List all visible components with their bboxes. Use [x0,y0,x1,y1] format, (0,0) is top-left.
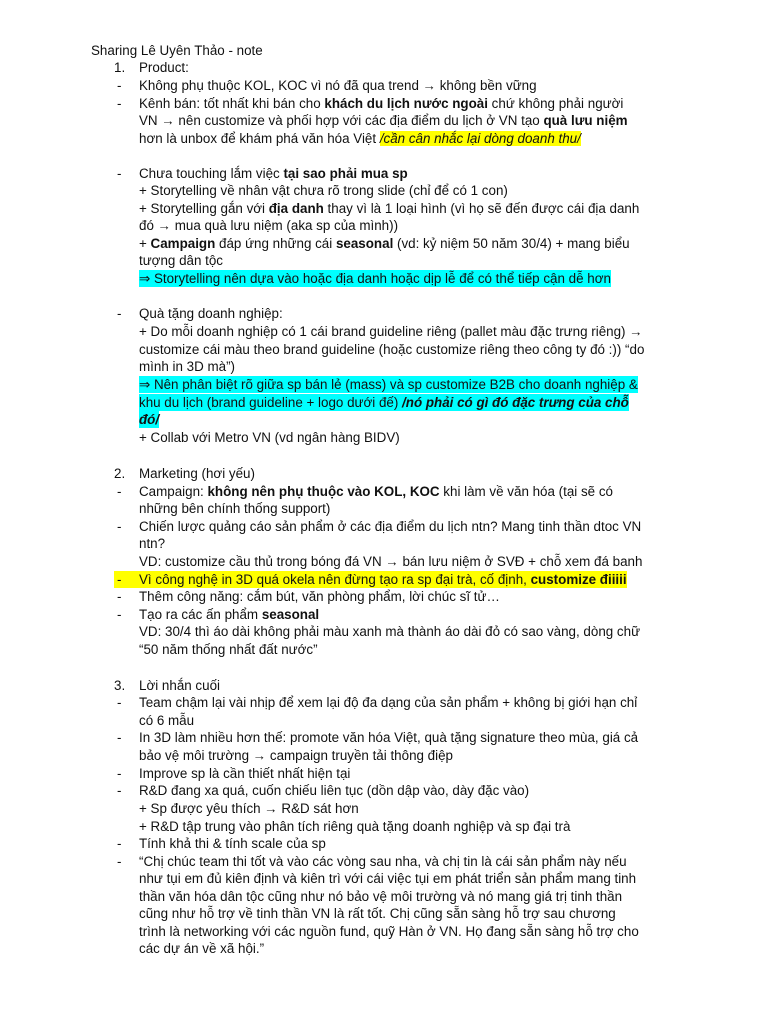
bullet-dash: - [117,730,122,745]
bullet-text: bảo vệ môi trường → campaign truyền tải thông điệp [139,748,453,763]
bullet-text: Improve sp là cần thiết nhất hiện tại [139,766,351,781]
highlighted-conclusion: đó/ [139,412,160,427]
text-run: khu du lịch (brand guideline + logo dưới đế) [139,395,403,410]
bullet-text: In 3D làm nhiều hơn thế: promote văn hóa Việt, quà tặng signature theo mùa, giá cả [139,730,639,745]
section-2-number: 2. [114,466,126,481]
bullet-dash: - [117,96,122,111]
bullet-text: “50 năm thống nhất đất nước” [139,642,318,657]
bullet-text [139,200,639,217]
bold-text: seasonal [261,607,320,622]
text-run: Chưa touching lắm việc [139,166,284,181]
quote-text: các dự án về xã hội.” [139,941,265,956]
note-title: Sharing Lê Uyên Thảo - note [91,43,263,58]
dash-glyph: - [117,572,122,587]
bold-text: địa danh [268,201,324,216]
bullet-text: VD: customize cầu thủ trong bóng đá VN → bán lưu niệm ở SVĐ + chỗ xem đá banh [139,554,643,569]
bold-text: Campaign [150,236,216,251]
bullet-text: Tính khả thi & tính scale của sp [139,836,326,851]
bold-text: không nên phụ thuộc vào KOL, KOC [207,484,440,499]
bullet-text [139,112,628,129]
bullet-text: Thêm công năng: cắm bút, văn phòng phẩm, lời chúc sĩ tử… [139,589,500,604]
bullet-text: ntn? [139,536,166,551]
bullet-dash: - [117,484,122,499]
bold-text: tại sao phải mua sp [283,166,408,181]
bullet-text [139,95,623,112]
bullet-dash [114,571,139,588]
bullet-dash: - [117,607,122,622]
text-run: Campaign: [139,484,208,499]
section-3-number: 3. [114,678,126,693]
bold-text: khách du lịch nước ngoài [324,96,488,111]
bullet-text: mình in 3D mà”) [139,359,235,374]
text-run: chứ không phải người [487,96,624,111]
bullet-dash: - [117,166,122,181]
bold-text: customize điiiii [530,572,627,587]
bullet-text: Quà tặng doanh nghiệp: [139,306,283,321]
quote-text: thần văn hóa dân tộc cũng như nó bảo vệ môi trường và nó mang giá trị tinh thần [139,889,623,904]
bullet-text: + Do mỗi doanh nghiệp có 1 cái brand guideline riêng (pallet màu đặc trưng riêng) → [139,324,643,339]
section-1-title: Product: [139,60,189,75]
highlighted-note: /cần cân nhắc lại dòng doanh thu/ [379,131,581,146]
bullet-text [139,165,408,182]
bullet-text [139,235,630,252]
text-run: thay vì là 1 loại hình (vì họ sẽ đến được cái địa danh [323,201,640,216]
bullet-dash: - [117,836,122,851]
text-run: hơn là unbox để khám phá văn hóa Việt [139,131,380,146]
text-run: + Storytelling gắn với [139,201,269,216]
bullet-dash: - [117,783,122,798]
bullet-dash: - [117,695,122,710]
highlighted-conclusion [139,394,629,411]
text-run: Kênh bán: tốt nhất khi bán cho [139,96,325,111]
bullet-text: VD: 30/4 thì áo dài không phải màu xanh mà thành áo dài đỏ có sao vàng, dòng chữ [139,624,641,639]
bullet-text: có 6 mẫu [139,713,195,728]
bullet-text: R&D đang xa quá, cuốn chiếu liên tục (dồn dập vào, dày đặc vào) [139,783,530,798]
section-1-number: 1. [114,60,126,75]
section-2-title: Marketing (hơi yếu) [139,466,255,481]
text-run: Vì công nghệ in 3D quá okela nên đừng tạo ra sp đại trà, cố định, [139,572,531,587]
highlighted-conclusion: ⇒ Nên phân biệt rõ giữa sp bán lẻ (mass) và sp customize B2B cho doanh nghiệp & [139,377,638,392]
quote-text: như tụi em đủ kiên định và kiên trì với cái việc tụi em phát triển sản phẩm mang tinh [139,871,637,886]
bullet-dash: - [117,306,122,321]
text-run: Tạo ra các ấn phẩm [139,607,262,622]
quote-text: trình là networking với các nguồn fund, quỹ Hàn ở VN. Họ đang sẵn sàng hỗ trợ cho [139,924,639,939]
text-run: đáp ứng những cái [215,236,336,251]
quote-text: “Chị chúc team thi tốt và vào các vòng sau nha, và chị tin là cái sản phẩm này nếu [139,854,627,869]
bullet-text [139,483,613,500]
bullet-text [139,606,319,623]
bullet-dash: - [117,589,122,604]
bullet-dash: - [117,78,122,93]
highlighted-conclusion: ⇒ Storytelling nên dựa vào hoặc địa danh hoặc dịp lễ để có thể tiếp cận dễ hơn [139,271,611,286]
bullet-text: Chiến lược quảng cáo sản phẩm ở các địa điểm du lịch ntn? Mang tinh thần dtoc VN [139,519,642,534]
bullet-text: + Collab với Metro VN (vd ngân hàng BIDV) [139,430,400,445]
bullet-text: đó → mua quà lưu niệm (aka sp của mình)) [139,218,399,233]
bold-italic-text: /nó phải có gì đó đặc trưng của chỗ [402,395,629,410]
bold-text: quà lưu niệm [543,113,628,128]
bullet-text [139,130,581,147]
bullet-dash: - [117,519,122,534]
bullet-text: Team chậm lại vài nhịp để xem lại độ đa dạng của sản phẩm + không bị giới hạn chỉ [139,695,638,710]
text-run: khi làm về văn hóa (tại sẽ có [439,484,613,499]
bullet-text: tượng dân tộc [139,253,224,268]
section-3-title: Lời nhắn cuối [139,678,220,693]
bullet-text: + Sp được yêu thích → R&D sát hơn [139,801,359,816]
quote-text: cũng như hỗ trợ về tinh thần VN là rất tốt. Chị cũng sẵn sàng hỗ trợ sau chương [139,906,616,921]
bullet-dash: - [117,854,122,869]
highlighted-text [139,571,627,588]
bold-text: seasonal [335,236,394,251]
bullet-text: những bên chính thống support) [139,501,331,516]
bullet-text: + Storytelling về nhân vật chưa rõ trong slide (chỉ để có 1 con) [139,183,508,198]
text-run: VN → nên customize và phối hợp với các địa điểm du lịch ở VN tạo [139,113,544,128]
bullet-text: + R&D tập trung vào phân tích riêng quà tặng doanh nghiệp và sp đại trà [139,819,571,834]
bullet-dash: - [117,766,122,781]
text-run: + [139,236,151,251]
text-run: (vd: kỷ niệm 50 năm 30/4) + mang biểu [393,236,630,251]
bullet-text: Không phụ thuộc KOL, KOC vì nó đã qua trend → không bền vững [139,78,537,93]
bullet-text: customize cái màu theo brand guideline (hoặc customize riêng theo công ty đó :)) “do [139,342,645,357]
